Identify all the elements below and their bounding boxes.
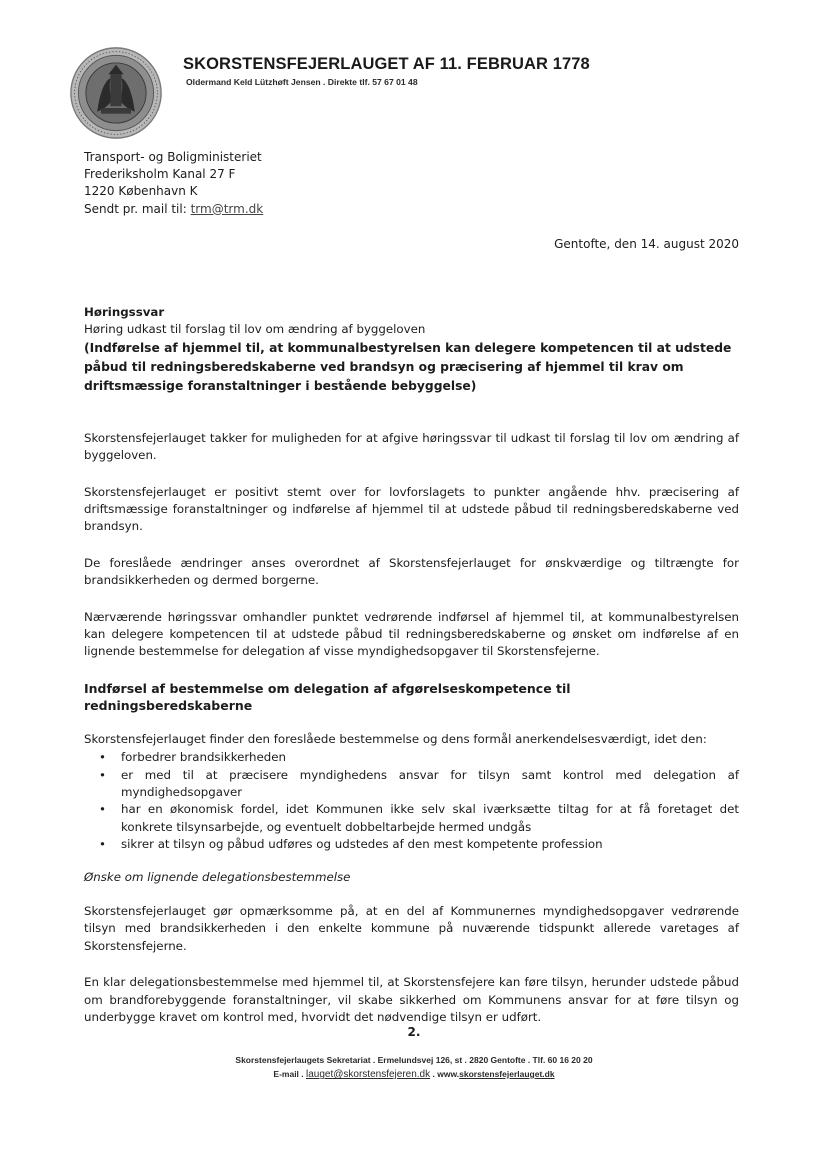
recipient-line: Frederiksholm Kanal 27 F (84, 167, 236, 182)
footer-web-link[interactable]: skorstensfejerlauget.dk (459, 1069, 555, 1079)
paragraph: Skorstensfejerlauget takker for muligheden for at afgive høringssvar til udkast til forslag til lov om ændring af byggeloven. (84, 430, 739, 463)
subject-line: Høring udkast til forslag til lov om ændring af byggeloven (84, 322, 426, 337)
bullet-list (84, 749, 739, 853)
footer-email-link[interactable]: lauget@skorstensfejeren.dk (306, 1069, 431, 1080)
paragraph: Skorstensfejerlauget gør opmærksomme på, at en del af Kommunernes myndighedsopgaver vedrørende tilsyn med brandsikkerheden i den enkelte kommune på nuværende tidspunkt allerede varetages af Skorstensfejerne. (84, 903, 739, 953)
mail-link[interactable]: trm@trm.dk (190, 201, 264, 216)
subsection-heading: Ønske om lignende delegationsbestemmelse (84, 869, 351, 884)
footer-separator: . (432, 1069, 435, 1079)
footer-address: Skorstensfejerlaugets Sekretariat . Ermelundsvej 126, st . 2820 Gentofte . Tlf. 60 16 20 20 (235, 1055, 593, 1065)
subject-bold-line: påbud til redningsberedskaberne ved brandsyn og præcisering af hjemmel til krav om (84, 359, 684, 374)
letter-body (84, 304, 739, 1045)
recipient-mail-line (84, 201, 263, 218)
subject-bold-line: driftsmæssige foranstaltninger i bestående bebyggelse) (84, 378, 477, 393)
organization-name: SKORSTENSFEJERLAUGET AF 11. FEBRUAR 1778 (183, 55, 590, 73)
section-heading: Indførsel af bestemmelse om delegation af afgørelseskompetence til redningsberedskaberne (84, 680, 571, 714)
letterhead-subline: Oldermand Keld Lützhøft Jensen . Direkte tlf. 57 67 01 48 (186, 77, 418, 87)
list-item: • sikrer at tilsyn og påbud udføres og udstedes af den mest kompetente profession (121, 836, 739, 853)
list-item: • er med til at præcisere myndighedens ansvar for tilsyn samt kontrol med delegation af myndighedsopgaver (121, 767, 739, 802)
subject-title: Høringssvar (84, 305, 165, 319)
footer-contact (0, 1067, 828, 1082)
paragraph: Nærværende høringssvar omhandler punktet vedrørende indførsel af hjemmel til, at kommunalbestyrelsen kan delegere kompetencen til at udstede påbud til redningsberedskaberne og ønsket om indførelse af en lignende bestemmelse for delegation af visse myndighedsopgaver til Skorstensfejerne. (84, 609, 739, 659)
list-item: • forbedrer brandsikkerheden (121, 749, 739, 766)
recipient-line: 1220 København K (84, 184, 198, 199)
footer (0, 1053, 828, 1082)
footer-web-prefix: www. (437, 1069, 460, 1079)
subject-block (84, 304, 739, 396)
recipient-address (84, 149, 263, 218)
recipient-line: Transport- og Boligministeriet (84, 150, 262, 164)
mail-label: Sendt pr. mail til: (84, 201, 187, 216)
footer-email-label: E-mail . (273, 1069, 304, 1079)
paragraph: En klar delegationsbestemmelse med hjemmel til, at Skorstensfejere kan føre tilsyn, herunder udstede påbud om brandforebyggende foranstaltninger, vil skabe sikkerhed om Kommunens ansvar for at føre tilsyn og underbygge kravet om kontrol med, hvorvidt det nødvendige tilsyn er udført. (84, 975, 739, 1024)
letter-date: Gentofte, den 14. august 2020 (554, 237, 739, 251)
page-number: 2. (407, 1025, 421, 1039)
paragraph: De foreslåede ændringer anses overordnet af Skorstensfejerlauget for ønskværdige og tiltrængte for brandsikkerheden og dermed borgerne. (84, 555, 739, 588)
subject-bold-line: (Indførelse af hjemmel til, at kommunalbestyrelsen kan delegere kompetencen til at udstede (84, 340, 732, 355)
paragraph: Skorstensfejerlauget er positivt stemt over for lovforslagets to punkter angående hhv. præcisering af driftsmæssige foranstaltninger og indførelse af hjemmel til at udstede påbud til redningsberedskaberne ved brandsyn. (84, 484, 739, 534)
section-intro: Skorstensfejerlauget finder den foreslåede bestemmelse og dens formål anerkendelsesværdigt, idet den: (84, 731, 707, 746)
list-item: • har en økonomisk fordel, idet Kommunen ikke selv skal iværksætte tiltag for at få foretaget det konkrete tilsynsarbejde, og eventuelt dobbeltarbejde hermed undgås (121, 801, 739, 836)
guild-seal-icon (69, 46, 163, 140)
